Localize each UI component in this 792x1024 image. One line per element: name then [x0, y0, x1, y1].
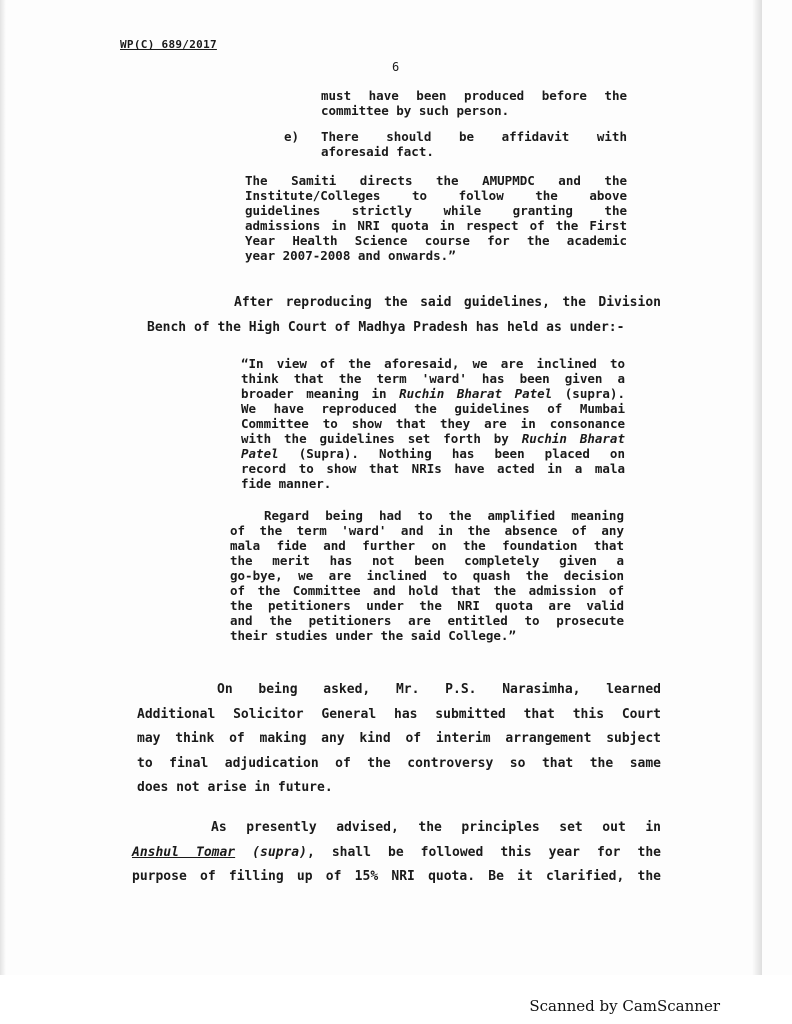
- quote2-text: broader meaning in: [241, 386, 400, 401]
- para-line: may think of making any kind of interim arrangement subject: [137, 731, 661, 746]
- scan-left-shadow: [0, 0, 6, 975]
- paragraph-after-reproducing: [147, 291, 661, 340]
- quote2-line: [241, 431, 625, 446]
- quote1-e-marker: e): [284, 129, 300, 144]
- quote2-line: [241, 386, 625, 401]
- paragraph-asg-submission: [137, 678, 661, 801]
- para-line: does not arise in future.: [137, 780, 333, 795]
- quote1-d-line1: must have been produced before the: [321, 88, 627, 103]
- quote2-line: “In view of the aforesaid, we are inclined to: [241, 356, 625, 371]
- para-line: to final adjudication of the controversy so that the same: [137, 755, 661, 771]
- quote1-item-d: [321, 88, 627, 118]
- quote1-samiti-paragraph: [245, 173, 627, 263]
- quote1-d-line2: committee by such person.: [321, 103, 510, 118]
- para-line: On being asked, Mr. P.S. Narasimha, learned: [217, 682, 661, 697]
- para-line: [132, 841, 661, 866]
- quote2-line: of the term 'ward' and in the absence of any: [230, 523, 624, 538]
- quote1-item-e: [321, 129, 627, 159]
- samiti-line: Year Health Science course for the academic: [245, 233, 627, 248]
- quote2-text: (supra).: [552, 386, 625, 401]
- case-citation-ruchin: Ruchin Bharat: [521, 431, 625, 446]
- quote1-e-line2: aforesaid fact.: [321, 144, 434, 159]
- case-number: WP(C) 689/2017: [120, 38, 217, 51]
- quote2-line: Regard being had to the amplified meaning: [264, 508, 624, 523]
- supra-ref: (supra): [235, 844, 307, 860]
- para-line: As presently advised, the principles set out in: [211, 820, 661, 835]
- paragraph-presently-advised: [132, 816, 661, 890]
- samiti-line: The Samiti directs the AMUPMDC and the: [245, 173, 627, 188]
- case-citation-patel: Patel: [241, 446, 279, 461]
- quote2-line: their studies under the said College.”: [230, 628, 516, 643]
- samiti-line: admissions in NRI quota in respect of the First: [245, 218, 627, 233]
- para-line: Additional Solicitor General has submitted that this Court: [137, 706, 661, 722]
- case-citation-ruchin: Ruchin Bharat Patel: [399, 386, 553, 401]
- quote1-e-line1: There should be affidavit with: [321, 129, 627, 144]
- scanner-watermark: Scanned by CamScanner: [529, 997, 720, 1015]
- quote2-line: of the Committee and hold that the admission of: [230, 583, 624, 598]
- quote2-line: the merit has not been completely given a: [230, 553, 624, 568]
- scan-right-shadow: [752, 0, 762, 975]
- quote2-line: the petitioners under the NRI quota are valid: [230, 598, 624, 613]
- quote2-paragraph2: [230, 508, 624, 643]
- para-line: After reproducing the said guidelines, the Division: [234, 295, 661, 310]
- samiti-line: guidelines strictly while granting the: [245, 203, 627, 218]
- para-line: Bench of the High Court of Madhya Pradesh has held as under:-: [147, 319, 625, 335]
- quote2-line: think that the term 'ward' has been given a: [241, 371, 625, 386]
- quote2-text: (Supra). Nothing has been placed on: [278, 446, 625, 461]
- quote2-paragraph1: [241, 356, 625, 491]
- quote2-line: [241, 446, 625, 461]
- para-text: , shall be followed this year for the: [306, 844, 662, 860]
- case-citation-anshul-tomar: Anshul Tomar: [132, 844, 236, 860]
- quote2-line: record to show that NRIs have acted in a mala: [241, 461, 625, 476]
- quote2-line: mala fide and further on the foundation that: [230, 538, 624, 553]
- para-line: purpose of filling up of 15% NRI quota. Be it clarified, the: [132, 869, 661, 884]
- quote2-text: with the guidelines set forth by: [241, 431, 522, 446]
- quote2-line: fide manner.: [241, 476, 332, 491]
- quote2-line: We have reproduced the guidelines of Mumbai: [241, 401, 625, 416]
- quote2-line: go-bye, we are inclined to quash the decision: [230, 568, 624, 583]
- samiti-line: Institute/Colleges to follow the above: [245, 188, 627, 203]
- samiti-line: year 2007-2008 and onwards.”: [245, 248, 456, 263]
- quote2-line: Committee to show that they are in consonance: [241, 416, 625, 431]
- quote2-line: and the petitioners are entitled to prosecute: [230, 613, 624, 628]
- page-number: 6: [392, 60, 400, 74]
